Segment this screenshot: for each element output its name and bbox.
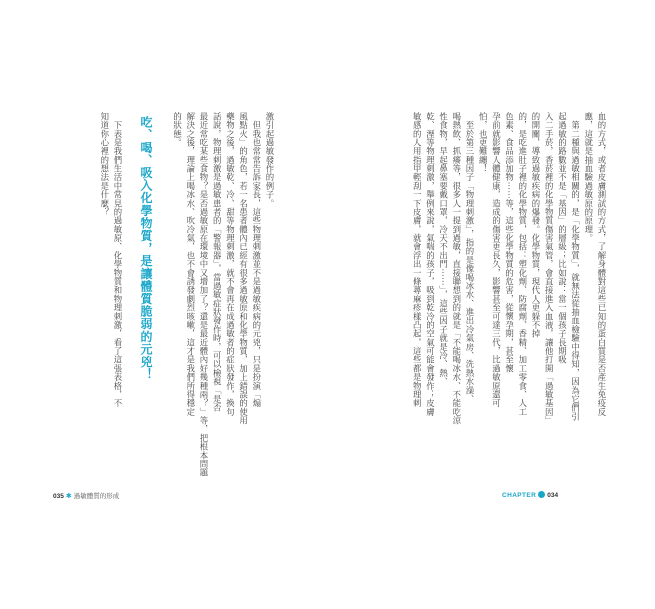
text-column: 知道你心裡的想法是什麼？ [99, 112, 110, 217]
text-column: 的，是吃進肚子裡的化學物質，包括：塑化劑、防腐劑、香精、加工零食、人工 [517, 112, 528, 417]
section-heading: 吃、喝、吸入化學物質，是讓體質脆弱的元兇！ [139, 116, 153, 381]
text-column: 解決之後，理論上喝冰水、吹冷氣，也不會誘發劇烈咳嗽，這才是我們所得穩定 [185, 112, 196, 417]
right-page [328, 0, 655, 609]
text-column: 怕，也更難纏！ [478, 112, 489, 173]
left-page [0, 0, 327, 609]
text-column: 話說，物理刺激是過敏患者的「警報器」，當過敏症狀發作時，可以檢視「是否 [212, 112, 223, 412]
text-column: 性食物，早起鼻塞要戴口罩，冷天不出門⋯⋯」，這些因子就是冷、熱、 [438, 112, 449, 386]
text-column: 乾、溼等物理刺激，舉例來說，氣喘的孩子，吸到乾冷的空氣可能會發作；皮膚 [425, 112, 436, 417]
text-column: 喝熱飲、抓癢等，很多人一提到過敏，直接聯想到的就是「不能喝冰水、不能吃涼 [451, 112, 462, 425]
text-column: 血的方式，或者皮膚測試的方式，了解身體對這些已知的蛋白質是否產生免疫反 [597, 112, 607, 417]
text-column: 敏感的人用指甲輕刮一下皮膚，就會浮出一條蕁麻疹樣凸起，這些都是物理刺 [412, 112, 423, 408]
text-column: 藥物之後，過敏乾、冷、甜等物理刺激，就不會再在成過敏者的症狀發作，換句 [225, 112, 236, 417]
text-column: 風點火」的角色，若一名患者體內已經有很多過敏原和化學物質，加上錯誤的使用 [238, 112, 249, 425]
star-icon: ✱ [65, 493, 72, 500]
text-column: 孕前就影響人體健康，造成的傷害更長久，影響甚至可達三代，比過敏原還可 [491, 112, 502, 408]
text-column: 第二種與過敏相關的，是「化學物質」，就無法從抽血檢驗中得知，因為它們引 [570, 112, 581, 421]
text-column: 但我也常常告訴家長，這些物理刺激並不是過敏疾病的元兇，只是扮演「煽 [251, 112, 262, 408]
chapter-label: CHAPTER [502, 492, 537, 499]
text-column: 至於第三種因子「物理刺激」，指的是像喝冰水、進出冷氣房、洗熱水澡、 [465, 112, 475, 404]
chapter-number-badge [538, 491, 545, 498]
section-title: 過敏體質的形成 [73, 493, 120, 500]
text-column: 的開關，導致過敏疾病的爆發。化學物質，現代人更躲不掉 [531, 112, 541, 338]
text-column: 的狀態。 [172, 112, 183, 147]
left-page-footer [53, 491, 119, 500]
page-number-right: 034 [547, 492, 559, 499]
text-column: 激引起過敏發作的例子。 [265, 112, 275, 208]
page-number-left: 035 [53, 493, 64, 500]
text-column: 應，這就是抽血驗過敏原的原理。 [583, 112, 594, 243]
text-column: 色素、食品添加物⋯⋯等，這些化學物質的危害，從懷孕期，甚至懷 [504, 112, 515, 373]
right-page-footer [502, 491, 558, 499]
text-column: 起過敏的路數並不是「基因」的層級；比如說：當一個孩子長期吸 [557, 112, 568, 365]
text-column: 入二手菸，香菸裡的化學物質傷害氣管，會直接進入血液，讓他打開「過敏基因」 [544, 112, 555, 425]
text-column: 最近常吃某些食物？是否過敏原在環境中又增加了？還是最近體內好幾種兩？」等，把根本問題 [199, 112, 209, 477]
text-column: 下表是我們生活中常見的過敏原、化學物質和物理刺激，看了這張表格，不 [113, 112, 123, 408]
